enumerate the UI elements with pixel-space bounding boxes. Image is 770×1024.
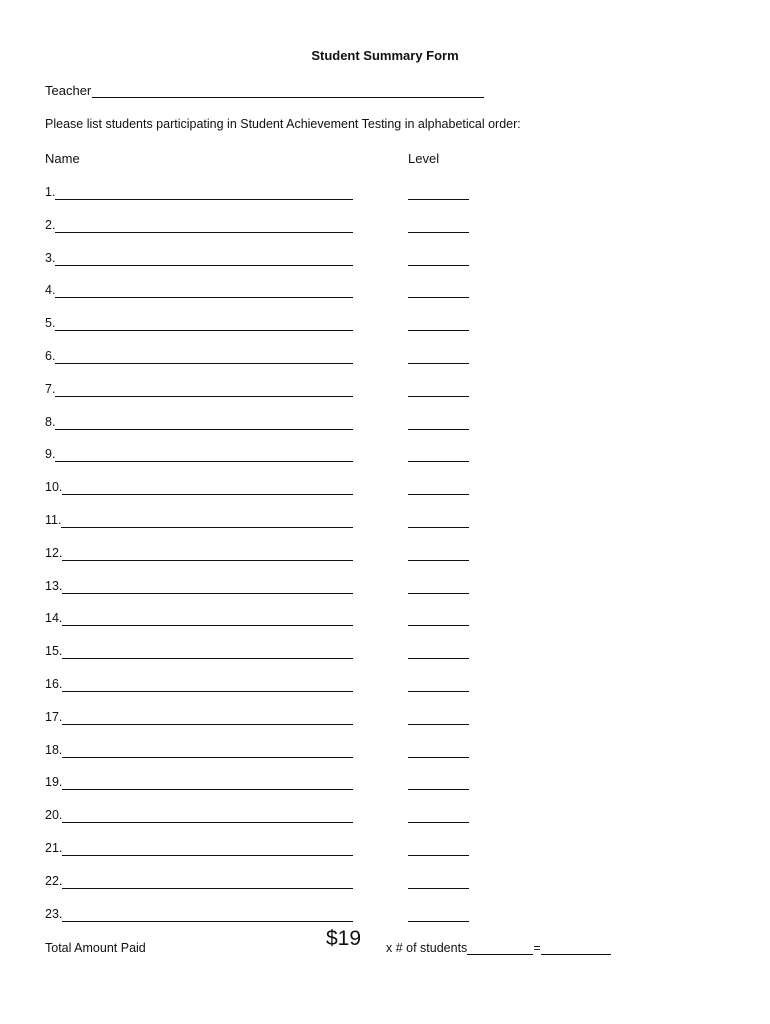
row-number: 15. xyxy=(45,644,63,659)
student-level-input-line[interactable] xyxy=(408,560,469,561)
student-name-input-line[interactable] xyxy=(62,724,353,725)
student-level-input-line[interactable] xyxy=(408,363,469,364)
student-level-input-line[interactable] xyxy=(408,658,469,659)
student-level-input-line[interactable] xyxy=(408,461,469,462)
row-number: 20. xyxy=(45,808,63,823)
student-row xyxy=(45,447,505,480)
row-number: 11. xyxy=(45,512,62,527)
total-calculation xyxy=(386,941,611,955)
row-number: 5. xyxy=(45,316,56,331)
student-level-input-line[interactable] xyxy=(408,789,469,790)
student-name-input-line[interactable] xyxy=(62,789,353,790)
student-level-input-line[interactable] xyxy=(408,822,469,823)
row-number: 22. xyxy=(45,873,63,888)
student-name-input-line[interactable] xyxy=(62,494,353,495)
teacher-field xyxy=(45,83,484,98)
student-name-input-line[interactable] xyxy=(62,757,353,758)
student-row xyxy=(45,415,505,448)
student-row xyxy=(45,513,505,546)
student-name-input-line[interactable] xyxy=(62,822,353,823)
row-number: 9. xyxy=(45,447,56,462)
student-row xyxy=(45,644,505,677)
student-row xyxy=(45,480,505,513)
student-row xyxy=(45,251,505,284)
row-number: 4. xyxy=(45,283,56,298)
student-row xyxy=(45,808,505,841)
student-row xyxy=(45,743,505,776)
student-row xyxy=(45,611,505,644)
student-row xyxy=(45,907,505,940)
student-name-input-line[interactable] xyxy=(62,625,353,626)
student-level-input-line[interactable] xyxy=(408,757,469,758)
student-row xyxy=(45,841,505,874)
student-name-input-line[interactable] xyxy=(55,363,353,364)
student-level-input-line[interactable] xyxy=(408,297,469,298)
student-row xyxy=(45,579,505,612)
total-amount-label: Total Amount Paid xyxy=(45,941,146,955)
student-level-input-line[interactable] xyxy=(408,199,469,200)
row-number: 17. xyxy=(45,709,63,724)
students-count-label: # of students xyxy=(395,941,468,955)
row-number: 8. xyxy=(45,414,56,429)
student-row xyxy=(45,775,505,808)
row-number: 6. xyxy=(45,348,56,363)
student-name-input-line[interactable] xyxy=(62,888,353,889)
row-number: 14. xyxy=(45,611,63,626)
student-name-input-line[interactable] xyxy=(55,429,353,430)
teacher-input-line[interactable] xyxy=(92,84,484,98)
student-level-input-line[interactable] xyxy=(408,724,469,725)
student-row xyxy=(45,546,505,579)
student-name-input-line[interactable] xyxy=(55,265,353,266)
student-row xyxy=(45,710,505,743)
total-paid-input-line[interactable] xyxy=(541,941,611,955)
row-number: 3. xyxy=(45,250,56,265)
student-row xyxy=(45,218,505,251)
student-name-input-line[interactable] xyxy=(55,396,353,397)
student-name-input-line[interactable] xyxy=(55,461,353,462)
student-row xyxy=(45,283,505,316)
row-number: 21. xyxy=(45,840,63,855)
student-row xyxy=(45,316,505,349)
row-number: 18. xyxy=(45,742,63,757)
row-number: 12. xyxy=(45,545,63,560)
row-number: 13. xyxy=(45,578,63,593)
student-level-input-line[interactable] xyxy=(408,330,469,331)
level-column-header: Level xyxy=(408,151,440,166)
row-number: 2. xyxy=(45,217,56,232)
student-name-input-line[interactable] xyxy=(62,691,353,692)
student-row xyxy=(45,677,505,710)
name-column-header: Name xyxy=(45,151,80,166)
student-name-input-line[interactable] xyxy=(62,560,353,561)
student-name-input-line[interactable] xyxy=(61,527,353,528)
row-number: 10. xyxy=(45,480,63,495)
student-level-input-line[interactable] xyxy=(408,494,469,495)
students-count-input-line[interactable] xyxy=(467,941,533,955)
student-name-input-line[interactable] xyxy=(55,297,353,298)
student-name-input-line[interactable] xyxy=(55,199,353,200)
student-level-input-line[interactable] xyxy=(408,527,469,528)
student-level-input-line[interactable] xyxy=(408,855,469,856)
student-level-input-line[interactable] xyxy=(408,921,469,922)
student-name-input-line[interactable] xyxy=(62,855,353,856)
form-title: Student Summary Form xyxy=(311,48,459,63)
student-row xyxy=(45,874,505,907)
student-row xyxy=(45,185,505,218)
instructions-text: Please list students participating in Student Achievement Testing in alphabetical order: xyxy=(45,117,521,131)
teacher-label: Teacher xyxy=(45,83,92,98)
equals-sign: = xyxy=(533,941,541,955)
row-number: 16. xyxy=(45,676,63,691)
student-level-input-line[interactable] xyxy=(408,691,469,692)
student-level-input-line[interactable] xyxy=(408,625,469,626)
student-level-input-line[interactable] xyxy=(408,232,469,233)
student-name-input-line[interactable] xyxy=(55,232,353,233)
student-row xyxy=(45,382,505,415)
student-name-input-line[interactable] xyxy=(62,658,353,659)
student-level-input-line[interactable] xyxy=(408,396,469,397)
student-level-input-line[interactable] xyxy=(408,429,469,430)
row-number: 19. xyxy=(45,775,63,790)
student-name-input-line[interactable] xyxy=(62,593,353,594)
multiply-sign: x xyxy=(386,941,393,955)
student-name-input-line[interactable] xyxy=(55,330,353,331)
row-number: 23. xyxy=(45,906,63,921)
student-row xyxy=(45,349,505,382)
row-number: 1. xyxy=(45,185,56,199)
student-rows xyxy=(45,185,505,939)
price-per-student: $19 xyxy=(326,927,362,950)
row-number: 7. xyxy=(45,381,56,396)
student-name-input-line[interactable] xyxy=(62,921,353,922)
student-level-input-line[interactable] xyxy=(408,593,469,594)
student-level-input-line[interactable] xyxy=(408,888,469,889)
student-level-input-line[interactable] xyxy=(408,265,469,266)
